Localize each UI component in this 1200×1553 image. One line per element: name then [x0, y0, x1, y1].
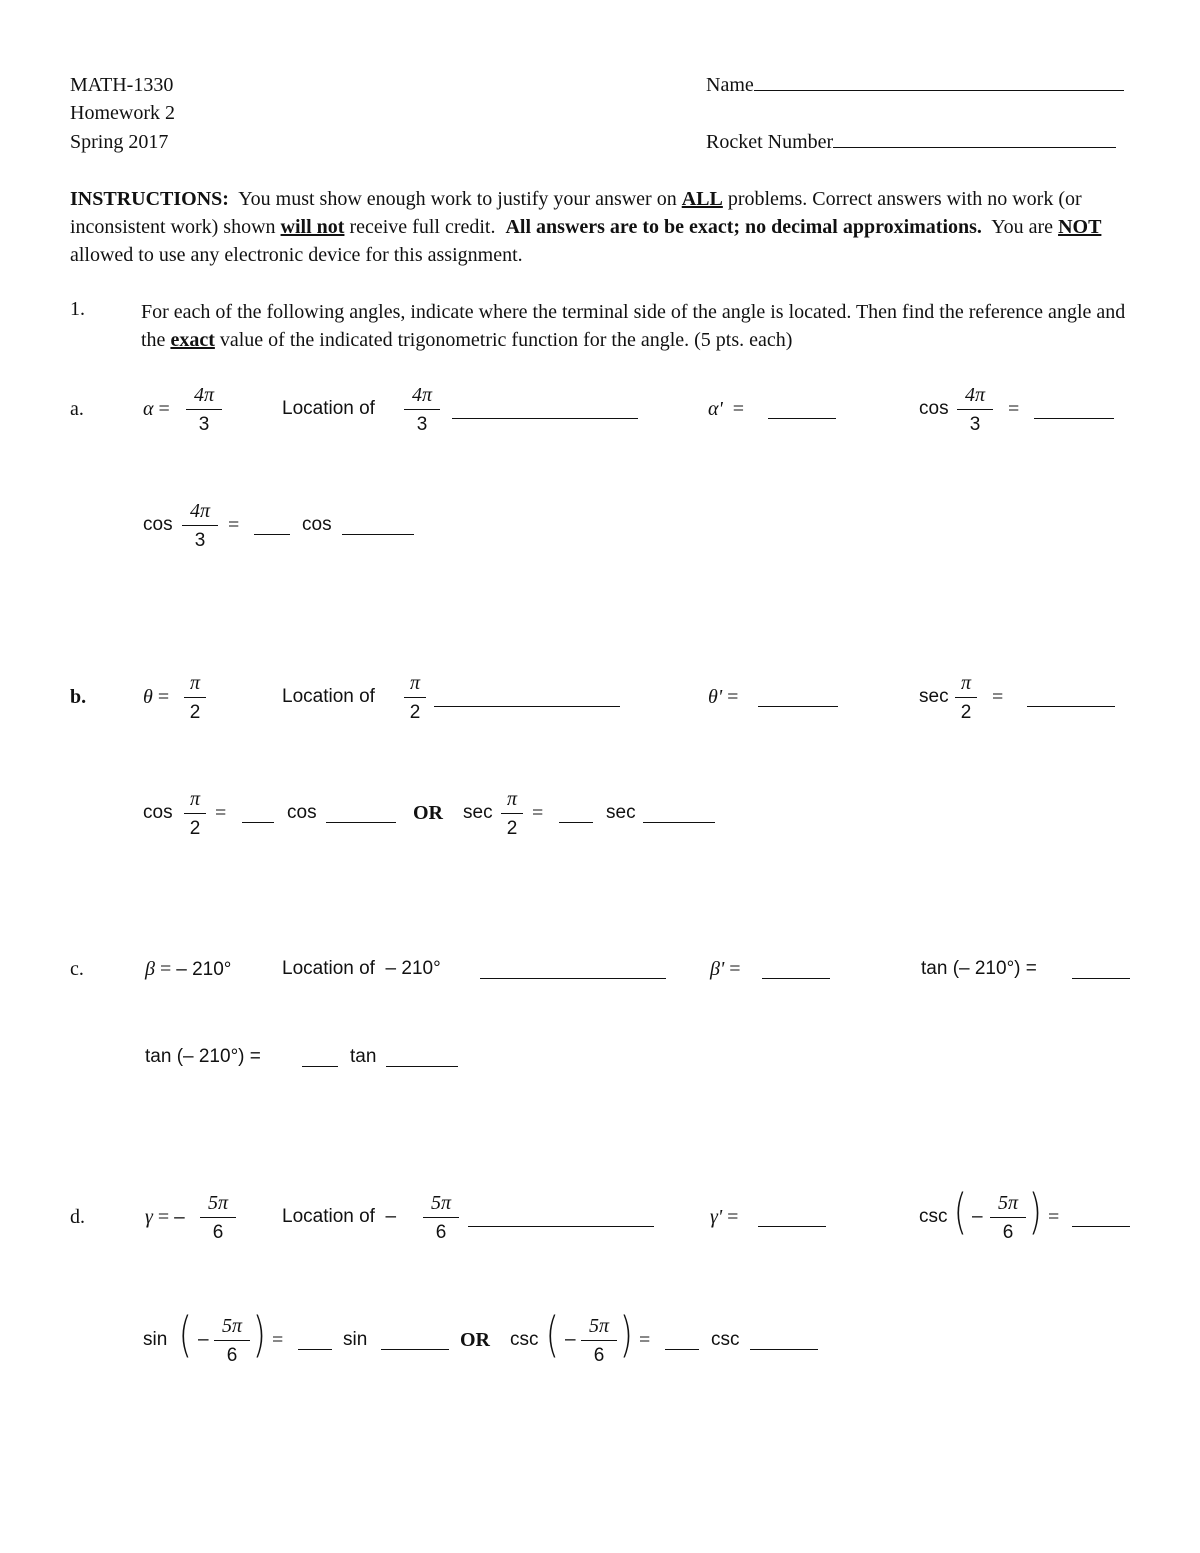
function-name: sin	[143, 1329, 168, 1350]
fraction-bar	[404, 697, 426, 698]
left-paren: (	[545, 1307, 559, 1363]
fraction	[184, 672, 206, 724]
rocket-number-field[interactable]	[706, 131, 1116, 154]
function-expression: tan (– 210°) =	[145, 1046, 261, 1067]
equals: =	[732, 398, 745, 420]
fraction-bar	[501, 813, 523, 814]
question-text-b: value of the indicated trigonometric function for the angle. (5 pts. each)	[219, 329, 793, 351]
numerator: 4π	[411, 384, 433, 406]
reference-function-blank[interactable]	[750, 1329, 818, 1355]
location-text: Location of	[282, 1206, 375, 1227]
function-value-blank[interactable]	[1034, 398, 1114, 424]
numerator: π	[506, 788, 518, 810]
name-field[interactable]	[706, 74, 1124, 97]
fraction-bar	[200, 1217, 236, 1218]
fraction-bar	[404, 409, 440, 410]
fraction-bar	[184, 813, 206, 814]
reference-function-blank[interactable]	[342, 514, 414, 540]
angle-def	[143, 398, 170, 421]
angle-variable: θ	[143, 686, 153, 708]
denominator: 6	[1002, 1222, 1014, 1243]
reference-function-blank[interactable]	[643, 802, 715, 828]
sign-blank[interactable]	[254, 514, 290, 540]
numerator: π	[960, 672, 972, 694]
equals: =	[729, 958, 741, 980]
function-name: cos	[143, 802, 173, 823]
angle-def	[143, 686, 169, 709]
rocket-number-label: Rocket Number	[706, 131, 834, 153]
minus-sign: –	[174, 1207, 185, 1228]
function-name: sec	[463, 802, 493, 823]
reference-function-blank[interactable]	[381, 1329, 449, 1355]
angle-variable: β	[145, 958, 155, 980]
instructions-not: NOT	[1058, 216, 1102, 238]
angle-variable: γ	[145, 1206, 153, 1228]
instructions-text-4: You are	[991, 216, 1054, 238]
numerator: 4π	[193, 384, 215, 406]
sign-blank[interactable]	[242, 802, 274, 828]
equals: =	[532, 802, 544, 824]
denominator: 2	[409, 702, 421, 723]
function-expression: tan (– 210°) =	[921, 958, 1037, 979]
denominator: 3	[194, 530, 206, 551]
fraction	[423, 1192, 459, 1244]
fraction-bar	[214, 1340, 250, 1341]
question-text-a: For each of the following angles, indicate where the terminal side of the angle is located. Then find the reference angle and the	[141, 301, 1126, 351]
location-text: Location of	[282, 958, 375, 979]
function-name: sec	[919, 686, 949, 707]
instructions-text-1: You must show enough work to justify your answer on	[238, 188, 677, 210]
rocket-number-blank[interactable]	[833, 147, 1116, 148]
angle-def	[145, 958, 231, 981]
course-code: MATH-1330	[70, 74, 174, 96]
function-name: sec	[606, 802, 636, 823]
location-label	[282, 958, 441, 980]
right-paren: )	[1028, 1184, 1042, 1240]
reference-angle	[710, 958, 741, 981]
instructions-text-5: allowed to use any electronic device for this assignment.	[70, 244, 523, 266]
reference-angle	[708, 686, 738, 709]
equals: =	[158, 398, 170, 420]
reference-variable: θ'	[708, 686, 723, 708]
denominator: 2	[506, 818, 518, 839]
function-name: tan	[350, 1046, 377, 1067]
equals: =	[157, 686, 170, 708]
denominator: 6	[226, 1345, 238, 1366]
reference-blank[interactable]	[758, 1206, 826, 1232]
instructions-text-3: receive full credit.	[349, 216, 496, 238]
minus-sign: –	[565, 1329, 576, 1350]
sign-blank[interactable]	[665, 1329, 699, 1355]
function-name: cos	[287, 802, 317, 823]
left-paren: (	[953, 1184, 967, 1240]
numerator: π	[189, 672, 201, 694]
minus-sign: –	[198, 1329, 209, 1350]
fraction-bar	[957, 409, 993, 410]
numerator: 5π	[588, 1315, 610, 1337]
numerator: 5π	[207, 1192, 229, 1214]
reference-variable: α'	[708, 398, 723, 420]
fraction	[404, 672, 426, 724]
function-value-blank[interactable]	[1027, 686, 1115, 712]
fraction	[404, 384, 440, 436]
question-text	[141, 298, 1133, 354]
fraction	[501, 788, 523, 840]
reference-blank[interactable]	[762, 958, 830, 984]
location-label	[282, 1206, 396, 1228]
fraction-bar	[184, 697, 206, 698]
numerator: π	[189, 788, 201, 810]
numerator: 4π	[189, 500, 211, 522]
fraction-bar	[990, 1217, 1026, 1218]
fraction-bar	[423, 1217, 459, 1218]
part-label: a.	[70, 398, 84, 420]
name-blank[interactable]	[754, 90, 1124, 91]
question-exact: exact	[170, 329, 215, 351]
function-name: cos	[302, 514, 332, 535]
fraction	[214, 1315, 250, 1367]
denominator: 3	[969, 414, 981, 435]
angle-variable: α	[143, 398, 154, 420]
equals: =	[215, 802, 227, 824]
right-paren: )	[619, 1307, 633, 1363]
reference-function-blank[interactable]	[326, 802, 396, 828]
location-blank[interactable]	[468, 1206, 654, 1232]
function-name: csc	[510, 1329, 539, 1350]
function-value-blank[interactable]	[1072, 958, 1130, 984]
sign-blank[interactable]	[559, 802, 593, 828]
angle-value: – 210°	[385, 958, 441, 979]
equals: =	[159, 958, 172, 980]
location-label: Location of	[282, 686, 375, 707]
part-label: c.	[70, 958, 84, 980]
fraction-bar	[182, 525, 218, 526]
instructions	[70, 185, 1132, 269]
fraction-bar	[581, 1340, 617, 1341]
part-label: b.	[70, 686, 87, 708]
minus-sign: –	[972, 1206, 983, 1227]
numerator: 5π	[430, 1192, 452, 1214]
equals: =	[157, 1206, 170, 1228]
denominator: 6	[435, 1222, 447, 1243]
fraction	[200, 1192, 236, 1244]
location-blank[interactable]	[452, 398, 638, 424]
reference-blank[interactable]	[758, 686, 838, 712]
right-paren: )	[252, 1307, 266, 1363]
function-name: cos	[143, 514, 173, 535]
function-name: csc	[711, 1329, 740, 1350]
function-value-blank[interactable]	[1072, 1206, 1130, 1232]
instructions-will-not: will not	[280, 216, 345, 238]
denominator: 6	[593, 1345, 605, 1366]
sign-blank[interactable]	[302, 1046, 338, 1072]
equals: =	[1008, 398, 1020, 420]
equals: =	[272, 1329, 284, 1351]
fraction	[182, 500, 218, 552]
part-label: d.	[70, 1206, 85, 1228]
denominator: 2	[189, 702, 201, 723]
minus-sign: –	[385, 1206, 397, 1227]
angle-def	[145, 1206, 185, 1229]
function-name: csc	[919, 1206, 948, 1227]
reference-blank[interactable]	[768, 398, 836, 424]
fraction	[957, 384, 993, 436]
reference-angle	[710, 1206, 738, 1229]
equals: =	[228, 514, 240, 536]
reference-angle	[708, 398, 744, 421]
left-paren: (	[178, 1307, 192, 1363]
denominator: 6	[212, 1222, 224, 1243]
sign-blank[interactable]	[298, 1329, 332, 1355]
name-label: Name	[706, 74, 754, 96]
numerator: 4π	[964, 384, 986, 406]
instructions-all: ALL	[681, 188, 723, 210]
fraction	[184, 788, 206, 840]
denominator: 2	[960, 702, 972, 723]
instructions-exact-rule: All answers are to be exact; no decimal approximations.	[505, 216, 982, 238]
fraction	[186, 384, 222, 436]
equals: =	[727, 1206, 739, 1228]
denominator: 3	[198, 414, 210, 435]
equals: =	[992, 686, 1004, 708]
or-connector: OR	[413, 802, 443, 824]
instructions-label: INSTRUCTIONS:	[70, 188, 229, 210]
numerator: π	[409, 672, 421, 694]
question-number: 1.	[70, 298, 85, 320]
function-name: cos	[919, 398, 949, 419]
numerator: 5π	[997, 1192, 1019, 1214]
denominator: 2	[189, 818, 201, 839]
fraction	[955, 672, 977, 724]
function-name: sin	[343, 1329, 368, 1350]
instructions-text-2: problems. Correct answers with no work (or inconsistent work) shown	[70, 188, 1082, 238]
fraction-bar	[186, 409, 222, 410]
equals: =	[639, 1329, 651, 1351]
angle-value: – 210°	[176, 959, 232, 980]
fraction	[581, 1315, 617, 1367]
term: Spring 2017	[70, 131, 169, 153]
equals: =	[1048, 1206, 1060, 1228]
fraction	[990, 1192, 1026, 1244]
reference-variable: β'	[710, 958, 725, 980]
equals: =	[727, 686, 739, 708]
numerator: 5π	[221, 1315, 243, 1337]
reference-variable: γ'	[710, 1206, 723, 1228]
denominator: 3	[416, 414, 428, 435]
assignment-title: Homework 2	[70, 102, 175, 124]
location-blank[interactable]	[480, 958, 666, 984]
location-label: Location of	[282, 398, 375, 419]
reference-function-blank[interactable]	[386, 1046, 458, 1072]
location-blank[interactable]	[434, 686, 620, 712]
or-connector: OR	[460, 1329, 490, 1351]
fraction-bar	[955, 697, 977, 698]
